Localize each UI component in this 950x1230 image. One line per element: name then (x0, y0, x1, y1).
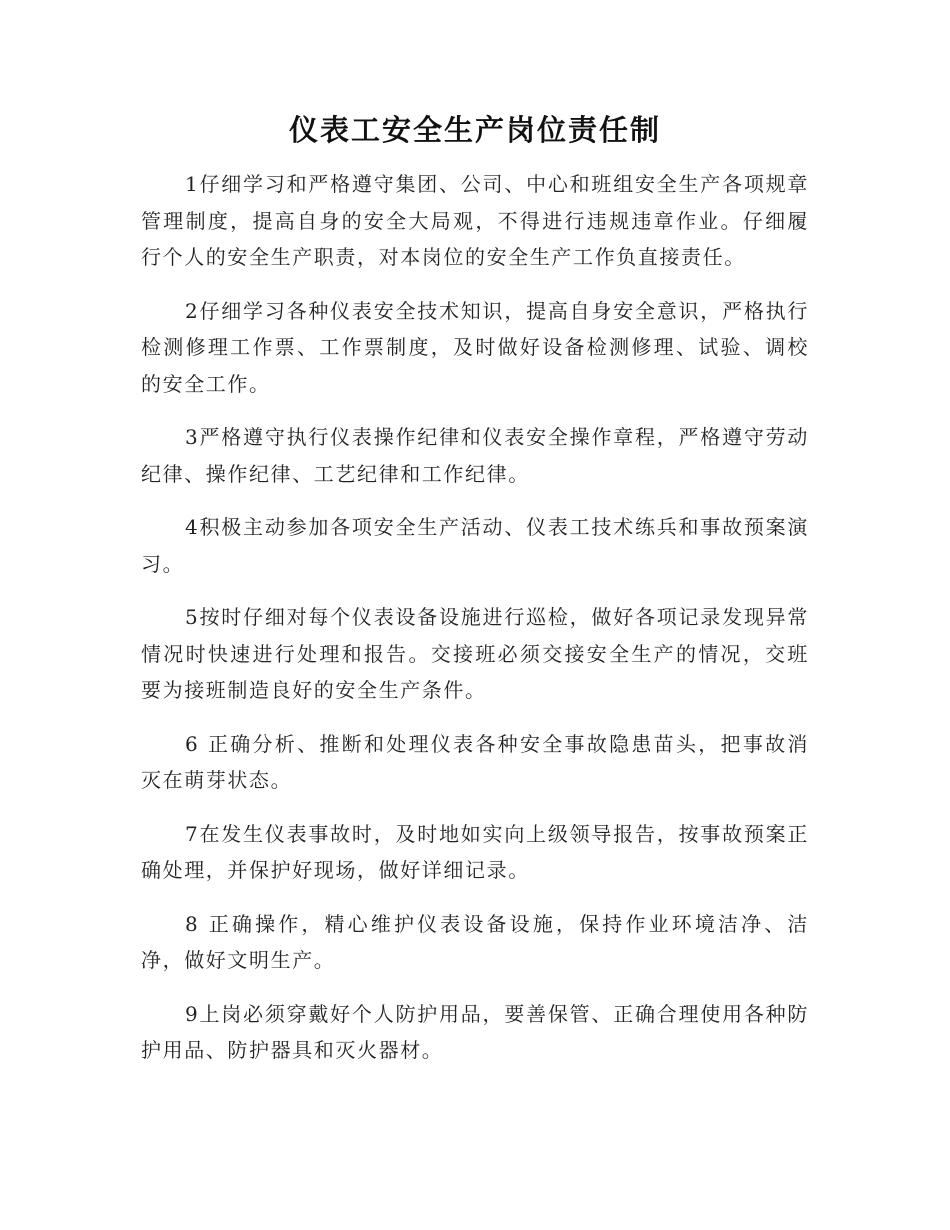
paragraph-6: 6 正确分析、推断和处理仪表各种安全事故隐患苗头，把事故消灭在萌芽状态。 (141, 731, 809, 792)
paragraph-2: 2仔细学习各种仪表安全技术知识，提高自身安全意识，严格执行检测修理工作票、工作票制度，及时做好设备检测修理、试验、调校的安全工作。 (141, 298, 809, 396)
paragraph-1: 1仔细学习和严格遵守集团、公司、中心和班组安全生产各项规章管理制度，提高自身的安全大局观，不得进行违规违章作业。仔细履行个人的安全生产职责，对本岗位的安全生产工作负直接责任。 (141, 172, 809, 269)
document-title: 仪表工安全生产岗位责任制 (288, 113, 661, 147)
paragraph-7: 7在发生仪表事故时，及时地如实向上级领导报告，按事故预案正确处理，并保护好现场，做好详细记录。 (141, 821, 809, 882)
paragraph-3: 3严格遵守执行仪表操作纪律和仪表安全操作章程，严格遵守劳动纪律、操作纪律、工艺纪律和工作纪律。 (141, 425, 809, 486)
paragraph-8: 8 正确操作，精心维护仪表设备设施，保持作业环境洁净、洁净，做好文明生产。 (141, 911, 809, 972)
document-body (141, 166, 809, 1086)
paragraph-4: 4积极主动参加各项安全生产活动、仪表工技术练兵和事故预案演习。 (141, 515, 809, 576)
paragraph-5: 5按时仔细对每个仪表设备设施进行巡检，做好各项记录发现异常情况时快速进行处理和报告。交接班必须交接安全生产的情况，交班要为接班制造良好的安全生产条件。 (141, 605, 809, 702)
paragraph-9: 9上岗必须穿戴好个人防护用品，要善保管、正确合理使用各种防护用品、防护器具和灭火器材。 (141, 1001, 809, 1062)
